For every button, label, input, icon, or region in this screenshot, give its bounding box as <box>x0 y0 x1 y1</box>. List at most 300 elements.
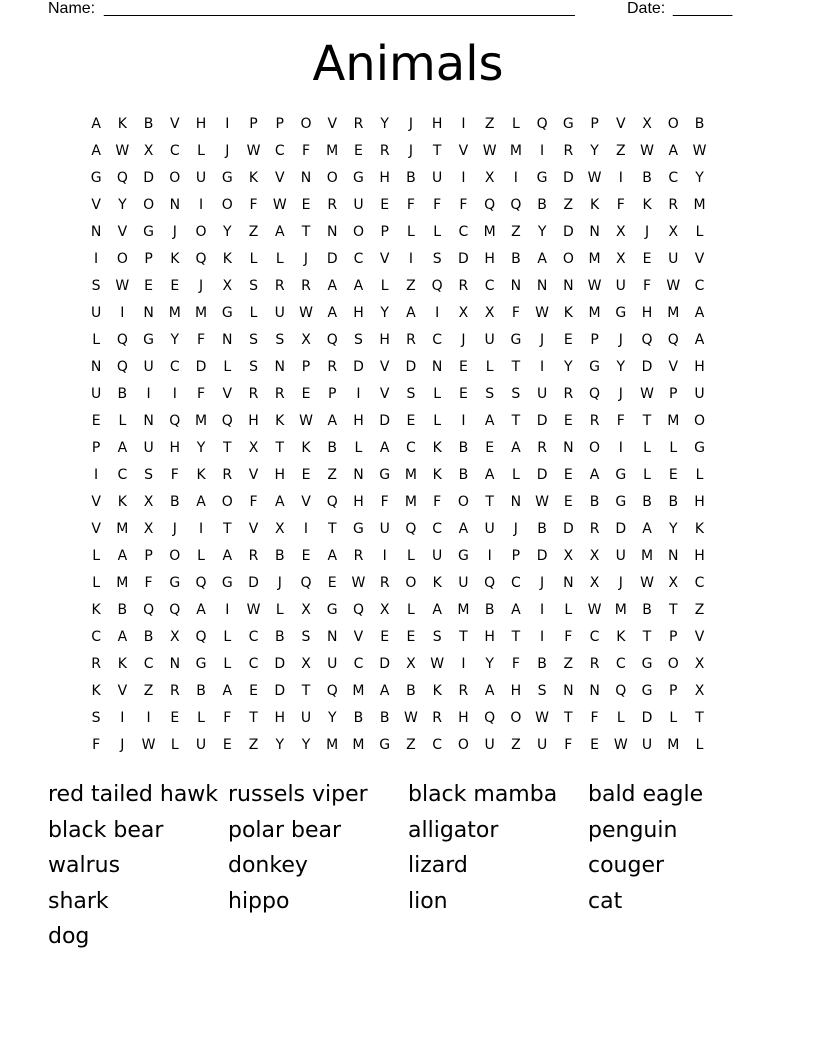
grid-letter: Q <box>221 413 233 429</box>
grid-letter: E <box>91 413 101 429</box>
grid-letter: H <box>510 683 522 699</box>
grid-letter: S <box>91 710 101 726</box>
word-bank-item: alligator <box>408 817 499 843</box>
grid-letter: G <box>221 305 233 321</box>
grid-letter: U <box>195 737 207 753</box>
grid-letter: X <box>274 521 285 537</box>
grid-letter: K <box>432 683 442 699</box>
grid-letter: B <box>406 683 416 699</box>
grid-letter: E <box>668 467 678 483</box>
grid-letter: V <box>91 494 101 510</box>
grid-letter: I <box>487 548 492 564</box>
grid-letter: Z <box>616 143 626 159</box>
grid-letter: O <box>589 440 601 456</box>
grid-letter: J <box>408 143 413 159</box>
grid-letter: H <box>431 116 443 132</box>
grid-letter: B <box>327 440 338 456</box>
grid-letter: E <box>222 737 232 753</box>
grid-letter: T <box>511 629 521 645</box>
grid-row <box>83 624 739 651</box>
grid-letter: N <box>353 467 364 483</box>
grid-letter: S <box>249 278 258 294</box>
grid-letter: M <box>195 305 208 321</box>
grid-letter: Q <box>326 683 338 699</box>
grid-letter: T <box>223 440 232 456</box>
grid-letter: Q <box>536 116 548 132</box>
grid-letter: I <box>513 170 518 186</box>
grid-letter: R <box>248 386 259 402</box>
word-bank-item: red tailed hawk <box>48 782 219 807</box>
grid-letter: L <box>407 224 415 240</box>
grid-letter: F <box>92 737 101 753</box>
grid-letter: C <box>274 143 285 159</box>
grid-letter: W <box>272 197 287 213</box>
grid-letter: I <box>225 116 230 132</box>
grid-letter: U <box>668 251 679 267</box>
grid-letter: V <box>353 629 364 645</box>
grid-letter: N <box>169 656 181 672</box>
grid-row <box>83 246 739 273</box>
grid-letter: T <box>642 629 652 645</box>
grid-letter: R <box>248 548 259 564</box>
grid-letter: N <box>510 278 522 294</box>
grid-letter: O <box>221 494 233 510</box>
grid-letter: B <box>170 494 180 510</box>
grid-letter: W <box>430 656 445 672</box>
grid-letter: I <box>146 386 151 402</box>
grid-letter: T <box>249 710 258 726</box>
grid-letter: R <box>327 197 338 213</box>
grid-letter: X <box>406 656 416 672</box>
grid-letter: I <box>146 710 151 726</box>
grid-letter: R <box>222 467 233 483</box>
grid-letter: A <box>274 494 285 510</box>
grid-letter: L <box>197 143 205 159</box>
grid-letter: E <box>642 251 652 267</box>
grid-letter: J <box>225 143 230 159</box>
grid-letter: F <box>170 467 179 483</box>
grid-letter: K <box>170 251 180 267</box>
word-bank-item: russels viper <box>228 782 368 807</box>
grid-letter: K <box>432 467 442 483</box>
grid-letter: A <box>91 116 101 132</box>
grid-letter: T <box>223 521 232 537</box>
grid-letter: J <box>540 575 545 591</box>
grid-letter: L <box>511 467 520 483</box>
grid-letter: I <box>94 251 99 267</box>
grid-letter: T <box>301 683 311 699</box>
grid-letter: G <box>353 521 364 537</box>
grid-letter: K <box>275 413 285 429</box>
grid-letter: U <box>615 548 626 564</box>
grid-letter: K <box>694 521 705 537</box>
grid-letter: L <box>275 251 284 267</box>
grid-letter: E <box>170 278 180 294</box>
grid-letter: E <box>301 386 311 402</box>
grid-letter: U <box>300 710 312 726</box>
grid-letter: A <box>379 440 390 456</box>
grid-letter: U <box>432 170 443 186</box>
grid-letter: A <box>484 683 495 699</box>
grid-letter: A <box>327 305 338 321</box>
grid-letter: J <box>540 332 545 348</box>
grid-letter: X <box>668 575 679 591</box>
grid-letter: B <box>458 440 469 456</box>
grid-letter: Q <box>195 575 207 591</box>
grid-letter: Q <box>615 683 627 699</box>
grid-row <box>83 111 739 138</box>
grid-row <box>83 219 739 246</box>
grid-letter: A <box>327 413 338 429</box>
grid-letter: F <box>144 575 153 591</box>
grid-letter: W <box>299 413 313 429</box>
grid-letter: I <box>120 710 125 726</box>
grid-letter: N <box>326 224 338 240</box>
grid-letter: I <box>461 116 466 132</box>
grid-letter: B <box>694 116 705 132</box>
grid-letter: D <box>353 359 364 375</box>
grid-letter: F <box>433 197 442 213</box>
grid-letter: D <box>274 656 286 672</box>
grid-letter: I <box>618 440 623 456</box>
grid-letter: T <box>459 629 468 645</box>
grid-letter: B <box>117 386 128 402</box>
grid-letter: R <box>458 278 469 294</box>
grid-letter: L <box>92 548 101 564</box>
grid-letter: B <box>458 467 469 483</box>
grid-letter: W <box>587 278 602 294</box>
grid-letter: I <box>382 548 387 564</box>
word-bank-item: lion <box>408 888 448 914</box>
grid-letter: B <box>537 197 547 213</box>
grid-letter: A <box>694 305 705 321</box>
grid-letter: C <box>694 278 705 294</box>
grid-letter: W <box>640 575 654 591</box>
grid-letter: G <box>143 332 155 348</box>
grid-letter: B <box>274 629 285 645</box>
grid-letter: K <box>196 467 206 483</box>
grid-letter: X <box>379 602 390 618</box>
grid-letter: S <box>249 359 258 375</box>
grid-letter: E <box>144 278 154 294</box>
grid-letter: B <box>406 170 416 186</box>
grid-letter: M <box>116 521 129 537</box>
grid-letter: G <box>510 332 522 348</box>
grid-letter: F <box>616 197 625 213</box>
grid-letter: P <box>590 116 599 132</box>
grid-letter: I <box>540 629 545 645</box>
grid-letter: Z <box>563 197 574 213</box>
grid-letter: A <box>91 143 101 159</box>
grid-letter: E <box>380 197 390 213</box>
grid-row <box>83 597 739 624</box>
grid-row <box>83 354 739 381</box>
grid-letter: D <box>379 656 391 672</box>
grid-letter: Q <box>195 251 207 267</box>
grid-letter: N <box>668 548 679 564</box>
grid-letter: L <box>275 602 284 618</box>
grid-letter: U <box>641 737 653 753</box>
grid-letter: W <box>640 386 654 402</box>
grid-letter: R <box>91 656 101 672</box>
grid-letter: T <box>511 413 521 429</box>
grid-letter: Y <box>118 197 127 213</box>
grid-letter: C <box>432 521 443 537</box>
grid-letter: A <box>406 305 416 321</box>
grid-letter: V <box>170 116 180 132</box>
grid-letter: T <box>432 143 442 159</box>
grid-letter: Y <box>668 521 678 537</box>
grid-letter: U <box>615 278 626 294</box>
grid-letter: W <box>115 278 130 294</box>
grid-letter: J <box>513 521 518 537</box>
grid-letter: N <box>169 197 181 213</box>
grid-letter: S <box>537 683 547 699</box>
word-bank-item: dog <box>48 924 90 950</box>
grid-row <box>83 516 739 543</box>
grid-letter: G <box>562 116 574 132</box>
grid-letter: L <box>433 386 442 402</box>
grid-letter: M <box>326 737 339 753</box>
grid-letter: X <box>301 656 311 672</box>
grid-letter: X <box>642 116 652 132</box>
grid-letter: Y <box>564 359 573 375</box>
grid-letter: Z <box>406 737 416 753</box>
grid-letter: E <box>563 467 573 483</box>
grid-letter: D <box>562 224 574 240</box>
grid-letter: B <box>484 602 495 618</box>
word-bank-item: couger <box>588 853 665 879</box>
grid-letter: H <box>379 332 390 348</box>
grid-letter: L <box>354 440 363 456</box>
grid-letter: S <box>511 386 521 402</box>
grid-letter: O <box>169 548 181 564</box>
grid-letter: U <box>90 386 102 402</box>
grid-letter: P <box>328 386 337 402</box>
grid-letter: Y <box>223 224 232 240</box>
grid-letter: A <box>327 278 338 294</box>
grid-letter: V <box>91 521 101 537</box>
grid-letter: H <box>694 359 705 375</box>
grid-letter: A <box>511 440 521 456</box>
grid-letter: D <box>248 575 259 591</box>
grid-letter: D <box>562 170 574 186</box>
word-bank-item: cat <box>588 888 623 914</box>
grid-letter: Y <box>695 170 704 186</box>
grid-letter: A <box>642 521 652 537</box>
grid-letter: U <box>432 548 443 564</box>
grid-letter: W <box>587 170 602 186</box>
grid-letter: Z <box>694 602 705 618</box>
grid-letter: O <box>693 413 706 429</box>
grid-letter: D <box>536 548 548 564</box>
grid-letter: E <box>301 548 311 564</box>
grid-letter: Z <box>511 224 521 240</box>
grid-letter: K <box>301 440 311 456</box>
grid-letter: V <box>668 359 679 375</box>
page-title: Animals <box>312 36 504 92</box>
grid-letter: J <box>461 332 466 348</box>
grid-letter: U <box>143 440 154 456</box>
grid-letter: G <box>379 737 391 753</box>
grid-letter: V <box>458 143 469 159</box>
grid-letter: Z <box>511 737 521 753</box>
grid-letter: A <box>353 278 364 294</box>
grid-letter: M <box>352 683 365 699</box>
grid-letter: P <box>144 548 153 564</box>
grid-letter: H <box>484 629 495 645</box>
grid-letter: F <box>459 197 468 213</box>
grid-letter: V <box>91 197 101 213</box>
grid-letter: Q <box>484 575 496 591</box>
grid-letter: K <box>222 251 232 267</box>
grid-letter: X <box>589 575 600 591</box>
grid-letter: E <box>380 629 390 645</box>
grid-letter: L <box>433 224 442 240</box>
grid-letter: B <box>668 494 679 510</box>
grid-letter: I <box>435 305 440 321</box>
grid-letter: S <box>406 386 416 402</box>
grid-letter: W <box>535 494 550 510</box>
grid-letter: H <box>274 710 286 726</box>
grid-letter: X <box>143 494 154 510</box>
grid-letter: C <box>510 575 521 591</box>
grid-letter: K <box>432 575 442 591</box>
grid-letter: H <box>248 413 259 429</box>
grid-letter: T <box>695 710 704 726</box>
grid-letter: D <box>562 521 574 537</box>
grid-letter: K <box>589 197 600 213</box>
grid-letter: K <box>642 197 652 213</box>
grid-letter: T <box>327 521 337 537</box>
grid-letter: V <box>694 251 705 267</box>
grid-letter: E <box>406 629 416 645</box>
grid-letter: L <box>511 116 520 132</box>
grid-letter: S <box>275 332 285 348</box>
grid-letter: J <box>198 278 204 294</box>
grid-row <box>83 705 739 732</box>
grid-letter: L <box>643 440 651 456</box>
word-bank-item: shark <box>48 888 109 914</box>
grid-letter: O <box>352 224 364 240</box>
grid-letter: K <box>432 440 442 456</box>
grid-letter: W <box>535 305 550 321</box>
grid-letter: V <box>301 494 311 510</box>
grid-letter: H <box>274 467 286 483</box>
grid-letter: Q <box>484 197 496 213</box>
grid-letter: S <box>249 332 258 348</box>
grid-letter: B <box>117 602 128 618</box>
grid-letter: T <box>485 494 494 510</box>
grid-letter: Q <box>116 332 128 348</box>
grid-letter: R <box>379 575 390 591</box>
grid-letter: F <box>511 656 520 672</box>
grid-row <box>83 381 739 408</box>
grid-letter: J <box>408 116 413 132</box>
grid-letter: J <box>618 575 623 591</box>
grid-letter: C <box>117 467 128 483</box>
grid-letter: L <box>197 710 205 726</box>
grid-letter: J <box>172 521 177 537</box>
grid-letter: Q <box>326 494 338 510</box>
grid-letter: Y <box>196 440 206 456</box>
grid-letter: P <box>301 359 311 375</box>
grid-letter: B <box>353 710 364 726</box>
grid-letter: L <box>170 737 179 753</box>
grid-letter: A <box>694 332 705 348</box>
grid-letter: I <box>120 305 125 321</box>
grid-letter: H <box>379 170 390 186</box>
grid-letter: B <box>143 629 154 645</box>
grid-letter: X <box>484 305 495 321</box>
grid-letter: J <box>277 575 282 591</box>
grid-letter: F <box>249 197 258 213</box>
grid-letter: P <box>144 251 153 267</box>
grid-letter: Q <box>431 278 443 294</box>
grid-letter: X <box>694 683 705 699</box>
grid-letter: I <box>618 170 623 186</box>
grid-letter: F <box>564 737 573 753</box>
grid-letter: A <box>327 548 338 564</box>
grid-letter: H <box>694 548 705 564</box>
grid-letter: L <box>643 467 651 483</box>
grid-letter: I <box>540 359 545 375</box>
grid-letter: Z <box>563 656 574 672</box>
grid-letter: J <box>120 737 125 753</box>
grid-letter: V <box>274 170 285 186</box>
grid-letter: K <box>616 629 626 645</box>
grid-letter: G <box>457 548 469 564</box>
grid-row <box>83 138 739 165</box>
grid-letter: Q <box>300 575 312 591</box>
word-bank-item: donkey <box>228 853 308 879</box>
grid-letter: L <box>695 224 704 240</box>
grid-letter: T <box>275 440 285 456</box>
grid-letter: P <box>91 440 101 456</box>
grid-letter: V <box>222 386 233 402</box>
grid-letter: N <box>510 494 522 510</box>
grid-letter: B <box>537 521 547 537</box>
grid-letter: F <box>433 494 442 510</box>
grid-letter: U <box>484 521 495 537</box>
grid-letter: M <box>640 548 654 564</box>
grid-letter: B <box>642 602 652 618</box>
grid-letter: U <box>694 386 705 402</box>
grid-letter: E <box>327 575 337 591</box>
grid-letter: K <box>248 170 259 186</box>
grid-letter: H <box>353 413 364 429</box>
grid-letter: Y <box>616 359 626 375</box>
grid-letter: M <box>116 575 129 591</box>
grid-letter: A <box>537 251 547 267</box>
grid-row <box>83 543 739 570</box>
grid-letter: V <box>379 359 390 375</box>
grid-letter: I <box>172 386 177 402</box>
grid-letter: E <box>301 197 311 213</box>
grid-letter: X <box>616 224 626 240</box>
grid-letter: F <box>643 278 652 294</box>
grid-letter: Q <box>510 197 522 213</box>
grid-letter: D <box>536 467 548 483</box>
grid-letter: B <box>642 170 652 186</box>
grid-letter: C <box>353 656 364 672</box>
grid-letter: O <box>169 170 181 186</box>
grid-letter: A <box>196 494 206 510</box>
grid-letter: M <box>588 305 601 321</box>
grid-letter: I <box>225 602 230 618</box>
grid-letter: X <box>694 656 705 672</box>
grid-letter: N <box>90 359 102 375</box>
